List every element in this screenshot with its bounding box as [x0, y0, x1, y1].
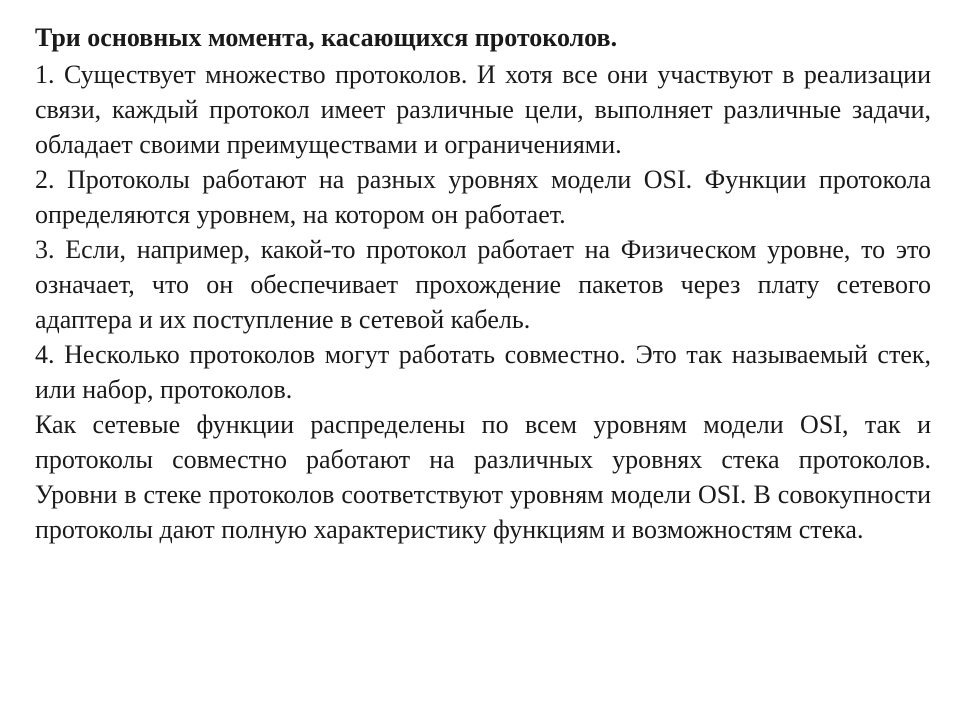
paragraph-summary: Как сетевые функции распределены по всем уровням модели OSI, так и протоколы совместно работают на различных уровнях стека протоколов. Уровни в стеке протоколов соответствуют уровням модели OSI. В совокупности протоколы дают полную характеристику функциям и возможностям стека. [35, 410, 931, 544]
paragraph-point-1: 1. Существует множество протоколов. И хотя все они участвуют в реализации связи, каждый протокол имеет различные цели, выполняет различные задачи, обладает своими преимуществами и ограничениями. [35, 60, 931, 159]
slide-content [35, 20, 931, 547]
paragraph-point-3: 3. Если, например, какой-то протокол работает на Физическом уровне, то это означает, что он обеспечивает прохождение пакетов через плату сетевого адаптера и их поступление в сетевой кабель. [35, 235, 931, 334]
slide-title: Три основных момента, касающихся протоколов. [35, 23, 618, 52]
paragraph-point-4: 4. Несколько протоколов могут работать совместно. Это так называемый стек, или набор, протоколов. [35, 340, 931, 404]
paragraph-point-2: 2. Протоколы работают на разных уровнях модели OSI. Функции протокола определяются уровнем, на котором он работает. [35, 165, 931, 229]
